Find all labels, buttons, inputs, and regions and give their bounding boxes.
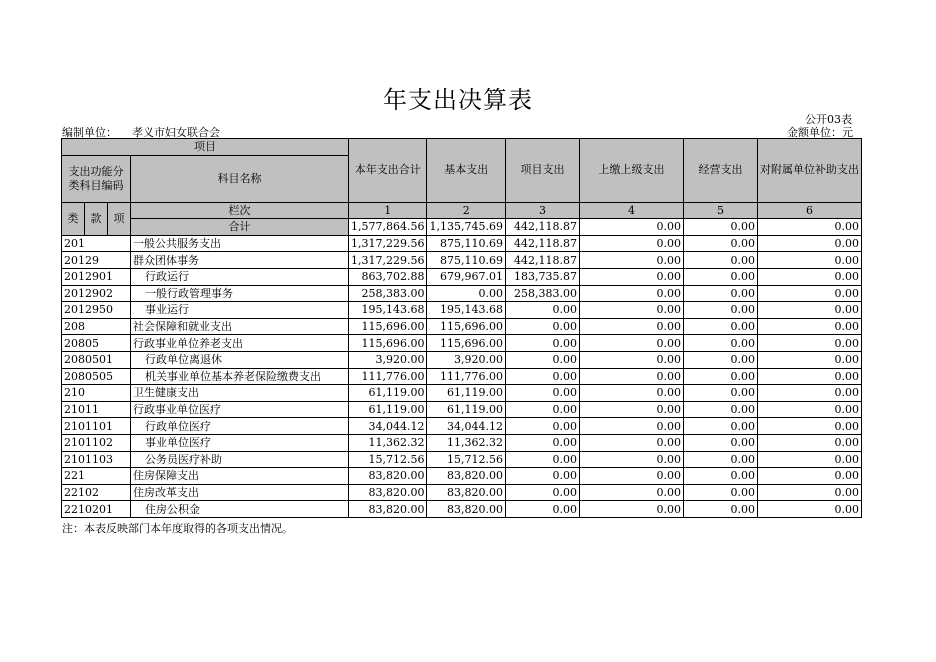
row-subject-name: 一般公共服务支出: [131, 235, 349, 252]
expenditure-table: [61, 138, 862, 518]
row-value: 0.00: [757, 385, 861, 402]
row-value: 83,820.00: [427, 501, 505, 518]
header-col-5: 5: [683, 202, 757, 219]
row-subject-name: 住房保障支出: [131, 468, 349, 485]
row-value: 0.00: [683, 268, 757, 285]
row-code: 2012902: [62, 285, 131, 302]
row-subject-name: 行政事业单位医疗: [131, 401, 349, 418]
row-value: 34,044.12: [349, 418, 427, 435]
row-value: 0.00: [757, 451, 861, 468]
row-value: 115,696.00: [349, 318, 427, 335]
header-col-2: 2: [427, 202, 505, 219]
row-subject-name: 社会保障和就业支出: [131, 318, 349, 335]
table-row: [62, 401, 862, 418]
row-value: 0.00: [505, 468, 579, 485]
table-row: [62, 302, 862, 319]
row-value: 0.00: [505, 451, 579, 468]
header-total: 本年支出合计: [349, 139, 427, 203]
row-value: 0.00: [579, 451, 683, 468]
table-row: [62, 368, 862, 385]
row-value: 83,820.00: [349, 484, 427, 501]
row-value: 863,702.88: [349, 268, 427, 285]
row-value: 0.00: [757, 351, 861, 368]
row-value: 0.00: [683, 285, 757, 302]
row-value: 1,317,229.56: [349, 252, 427, 269]
row-subject-name: 行政单位离退休: [131, 351, 349, 368]
org-label: 编制单位：: [62, 126, 117, 139]
table-row: [62, 468, 862, 485]
header-col-1: 1: [349, 202, 427, 219]
row-value: 0.00: [683, 318, 757, 335]
row-value: 0.00: [579, 468, 683, 485]
row-value: 0.00: [579, 418, 683, 435]
row-code: 2012950: [62, 302, 131, 319]
row-value: 0.00: [683, 235, 757, 252]
table-row: [62, 252, 862, 269]
table-row: [62, 434, 862, 451]
row-code: 2080505: [62, 368, 131, 385]
table-row: [62, 501, 862, 518]
row-value: 1,317,229.56: [349, 235, 427, 252]
table-row: [62, 484, 862, 501]
row-value: 0.00: [579, 335, 683, 352]
row-value: 258,383.00: [505, 285, 579, 302]
header-lanci: 栏次: [131, 202, 349, 219]
row-value: 0.00: [579, 484, 683, 501]
row-subject-name: 公务员医疗补助: [131, 451, 349, 468]
row-value: 0.00: [505, 401, 579, 418]
row-code: 2101101: [62, 418, 131, 435]
row-value: 61,119.00: [427, 401, 505, 418]
header-project-exp: 项目支出: [505, 139, 579, 203]
row-value: 34,044.12: [427, 418, 505, 435]
row-code: 20805: [62, 335, 131, 352]
row-code: 221: [62, 468, 131, 485]
row-value: 15,712.56: [349, 451, 427, 468]
row-subject-name: 住房公积金: [131, 501, 349, 518]
row-value: 195,143.68: [427, 302, 505, 319]
row-code: 2101102: [62, 434, 131, 451]
row-value: 0.00: [683, 484, 757, 501]
row-value: 0.00: [505, 484, 579, 501]
row-code: 208: [62, 318, 131, 335]
row-value: 875,110.69: [427, 235, 505, 252]
header-upper: 上缴上级支出: [579, 139, 683, 203]
row-value: 875,110.69: [427, 252, 505, 269]
row-subject-name: 行政单位医疗: [131, 418, 349, 435]
row-value: 0.00: [683, 418, 757, 435]
row-value: 83,820.00: [349, 468, 427, 485]
row-code: 2101103: [62, 451, 131, 468]
row-value: 0.00: [757, 302, 861, 319]
row-value: 111,776.00: [427, 368, 505, 385]
row-subject-name: 一般行政管理事务: [131, 285, 349, 302]
total-value: 1,135,745.69: [427, 219, 505, 236]
total-row: [62, 219, 862, 236]
row-value: 0.00: [579, 434, 683, 451]
row-value: 0.00: [757, 434, 861, 451]
table-row: [62, 285, 862, 302]
row-value: 0.00: [683, 252, 757, 269]
header-xiang: 项: [108, 202, 131, 235]
header-subsidy: 对附属单位补助支出: [757, 139, 861, 203]
table-row: [62, 451, 862, 468]
row-value: 0.00: [579, 318, 683, 335]
row-value: 0.00: [757, 335, 861, 352]
row-code: 2080501: [62, 351, 131, 368]
row-value: 0.00: [579, 351, 683, 368]
row-value: 442,118.87: [505, 252, 579, 269]
header-basic: 基本支出: [427, 139, 505, 203]
header-row-4: [62, 202, 862, 219]
row-value: 61,119.00: [427, 385, 505, 402]
page-title: 年支出决算表: [383, 86, 533, 114]
row-value: 183,735.87: [505, 268, 579, 285]
row-value: 0.00: [757, 484, 861, 501]
row-code: 21011: [62, 401, 131, 418]
row-code: 22102: [62, 484, 131, 501]
row-value: 0.00: [579, 368, 683, 385]
row-code: 210: [62, 385, 131, 402]
row-code: 2210201: [62, 501, 131, 518]
header-row-1: [62, 139, 862, 156]
footnote: 注：本表反映部门本年度取得的各项支出情况。: [62, 522, 293, 535]
table-row: [62, 351, 862, 368]
row-value: 0.00: [579, 285, 683, 302]
row-subject-name: 住房改革支出: [131, 484, 349, 501]
row-value: 0.00: [683, 451, 757, 468]
row-value: 0.00: [757, 368, 861, 385]
row-value: 115,696.00: [427, 335, 505, 352]
row-subject-name: 行政事业单位养老支出: [131, 335, 349, 352]
row-code: 20129: [62, 252, 131, 269]
row-value: 0.00: [683, 302, 757, 319]
total-value: 0.00: [757, 219, 861, 236]
row-value: 11,362.32: [349, 434, 427, 451]
row-value: 0.00: [505, 501, 579, 518]
row-value: 0.00: [757, 318, 861, 335]
header-lei: 类: [62, 202, 85, 235]
row-value: 0.00: [579, 302, 683, 319]
row-subject-name: 事业单位医疗: [131, 434, 349, 451]
amount-unit: 金额单位：元: [787, 126, 853, 139]
row-subject-name: 群众团体事务: [131, 252, 349, 269]
row-value: 0.00: [427, 285, 505, 302]
row-value: 0.00: [579, 268, 683, 285]
row-subject-name: 卫生健康支出: [131, 385, 349, 402]
row-value: 0.00: [683, 468, 757, 485]
row-value: 0.00: [579, 252, 683, 269]
row-value: 0.00: [683, 385, 757, 402]
row-value: 0.00: [579, 501, 683, 518]
row-value: 0.00: [505, 418, 579, 435]
total-value: 442,118.87: [505, 219, 579, 236]
row-value: 83,820.00: [427, 468, 505, 485]
header-kuan: 款: [85, 202, 108, 235]
row-value: 0.00: [683, 401, 757, 418]
header-col-6: 6: [757, 202, 861, 219]
row-value: 0.00: [505, 385, 579, 402]
table-row: [62, 418, 862, 435]
row-value: 115,696.00: [349, 335, 427, 352]
row-value: 0.00: [757, 268, 861, 285]
row-code: 201: [62, 235, 131, 252]
header-project: 项目: [62, 139, 349, 156]
row-value: 0.00: [579, 385, 683, 402]
row-value: 0.00: [757, 418, 861, 435]
header-func-code: 支出功能分类科目编码: [62, 155, 131, 202]
table-row: [62, 385, 862, 402]
row-value: 258,383.00: [349, 285, 427, 302]
row-value: 0.00: [683, 434, 757, 451]
table-row: [62, 318, 862, 335]
row-value: 0.00: [683, 368, 757, 385]
row-value: 0.00: [579, 235, 683, 252]
row-value: 111,776.00: [349, 368, 427, 385]
row-value: 11,362.32: [427, 434, 505, 451]
row-value: 0.00: [505, 335, 579, 352]
row-value: 0.00: [683, 501, 757, 518]
row-subject-name: 机关事业单位基本养老保险缴费支出: [131, 368, 349, 385]
row-value: 0.00: [757, 501, 861, 518]
header-business: 经营支出: [683, 139, 757, 203]
row-value: 0.00: [757, 468, 861, 485]
row-value: 0.00: [683, 335, 757, 352]
row-value: 0.00: [505, 302, 579, 319]
row-value: 0.00: [505, 351, 579, 368]
header-subject-name: 科目名称: [131, 155, 349, 202]
row-value: 83,820.00: [427, 484, 505, 501]
table-row: [62, 268, 862, 285]
row-value: 61,119.00: [349, 385, 427, 402]
row-value: 115,696.00: [427, 318, 505, 335]
row-value: 15,712.56: [427, 451, 505, 468]
table-row: [62, 335, 862, 352]
row-value: 3,920.00: [349, 351, 427, 368]
row-subject-name: 事业运行: [131, 302, 349, 319]
row-value: 0.00: [757, 252, 861, 269]
row-value: 0.00: [505, 434, 579, 451]
form-number: 公开03表: [805, 113, 852, 126]
row-value: 0.00: [505, 368, 579, 385]
row-value: 0.00: [757, 235, 861, 252]
header-col-4: 4: [579, 202, 683, 219]
total-value: 0.00: [683, 219, 757, 236]
org-name: 孝义市妇女联合会: [132, 126, 220, 139]
row-value: 0.00: [683, 351, 757, 368]
total-label: 合计: [131, 219, 349, 236]
header-col-3: 3: [505, 202, 579, 219]
row-value: 679,967.01: [427, 268, 505, 285]
row-value: 0.00: [757, 401, 861, 418]
row-value: 3,920.00: [427, 351, 505, 368]
row-value: 0.00: [505, 318, 579, 335]
total-value: 1,577,864.56: [349, 219, 427, 236]
total-value: 0.00: [579, 219, 683, 236]
row-value: 83,820.00: [349, 501, 427, 518]
table-row: [62, 235, 862, 252]
row-code: 2012901: [62, 268, 131, 285]
row-value: 195,143.68: [349, 302, 427, 319]
row-value: 0.00: [757, 285, 861, 302]
row-value: 442,118.87: [505, 235, 579, 252]
row-value: 0.00: [579, 401, 683, 418]
row-value: 61,119.00: [349, 401, 427, 418]
row-subject-name: 行政运行: [131, 268, 349, 285]
